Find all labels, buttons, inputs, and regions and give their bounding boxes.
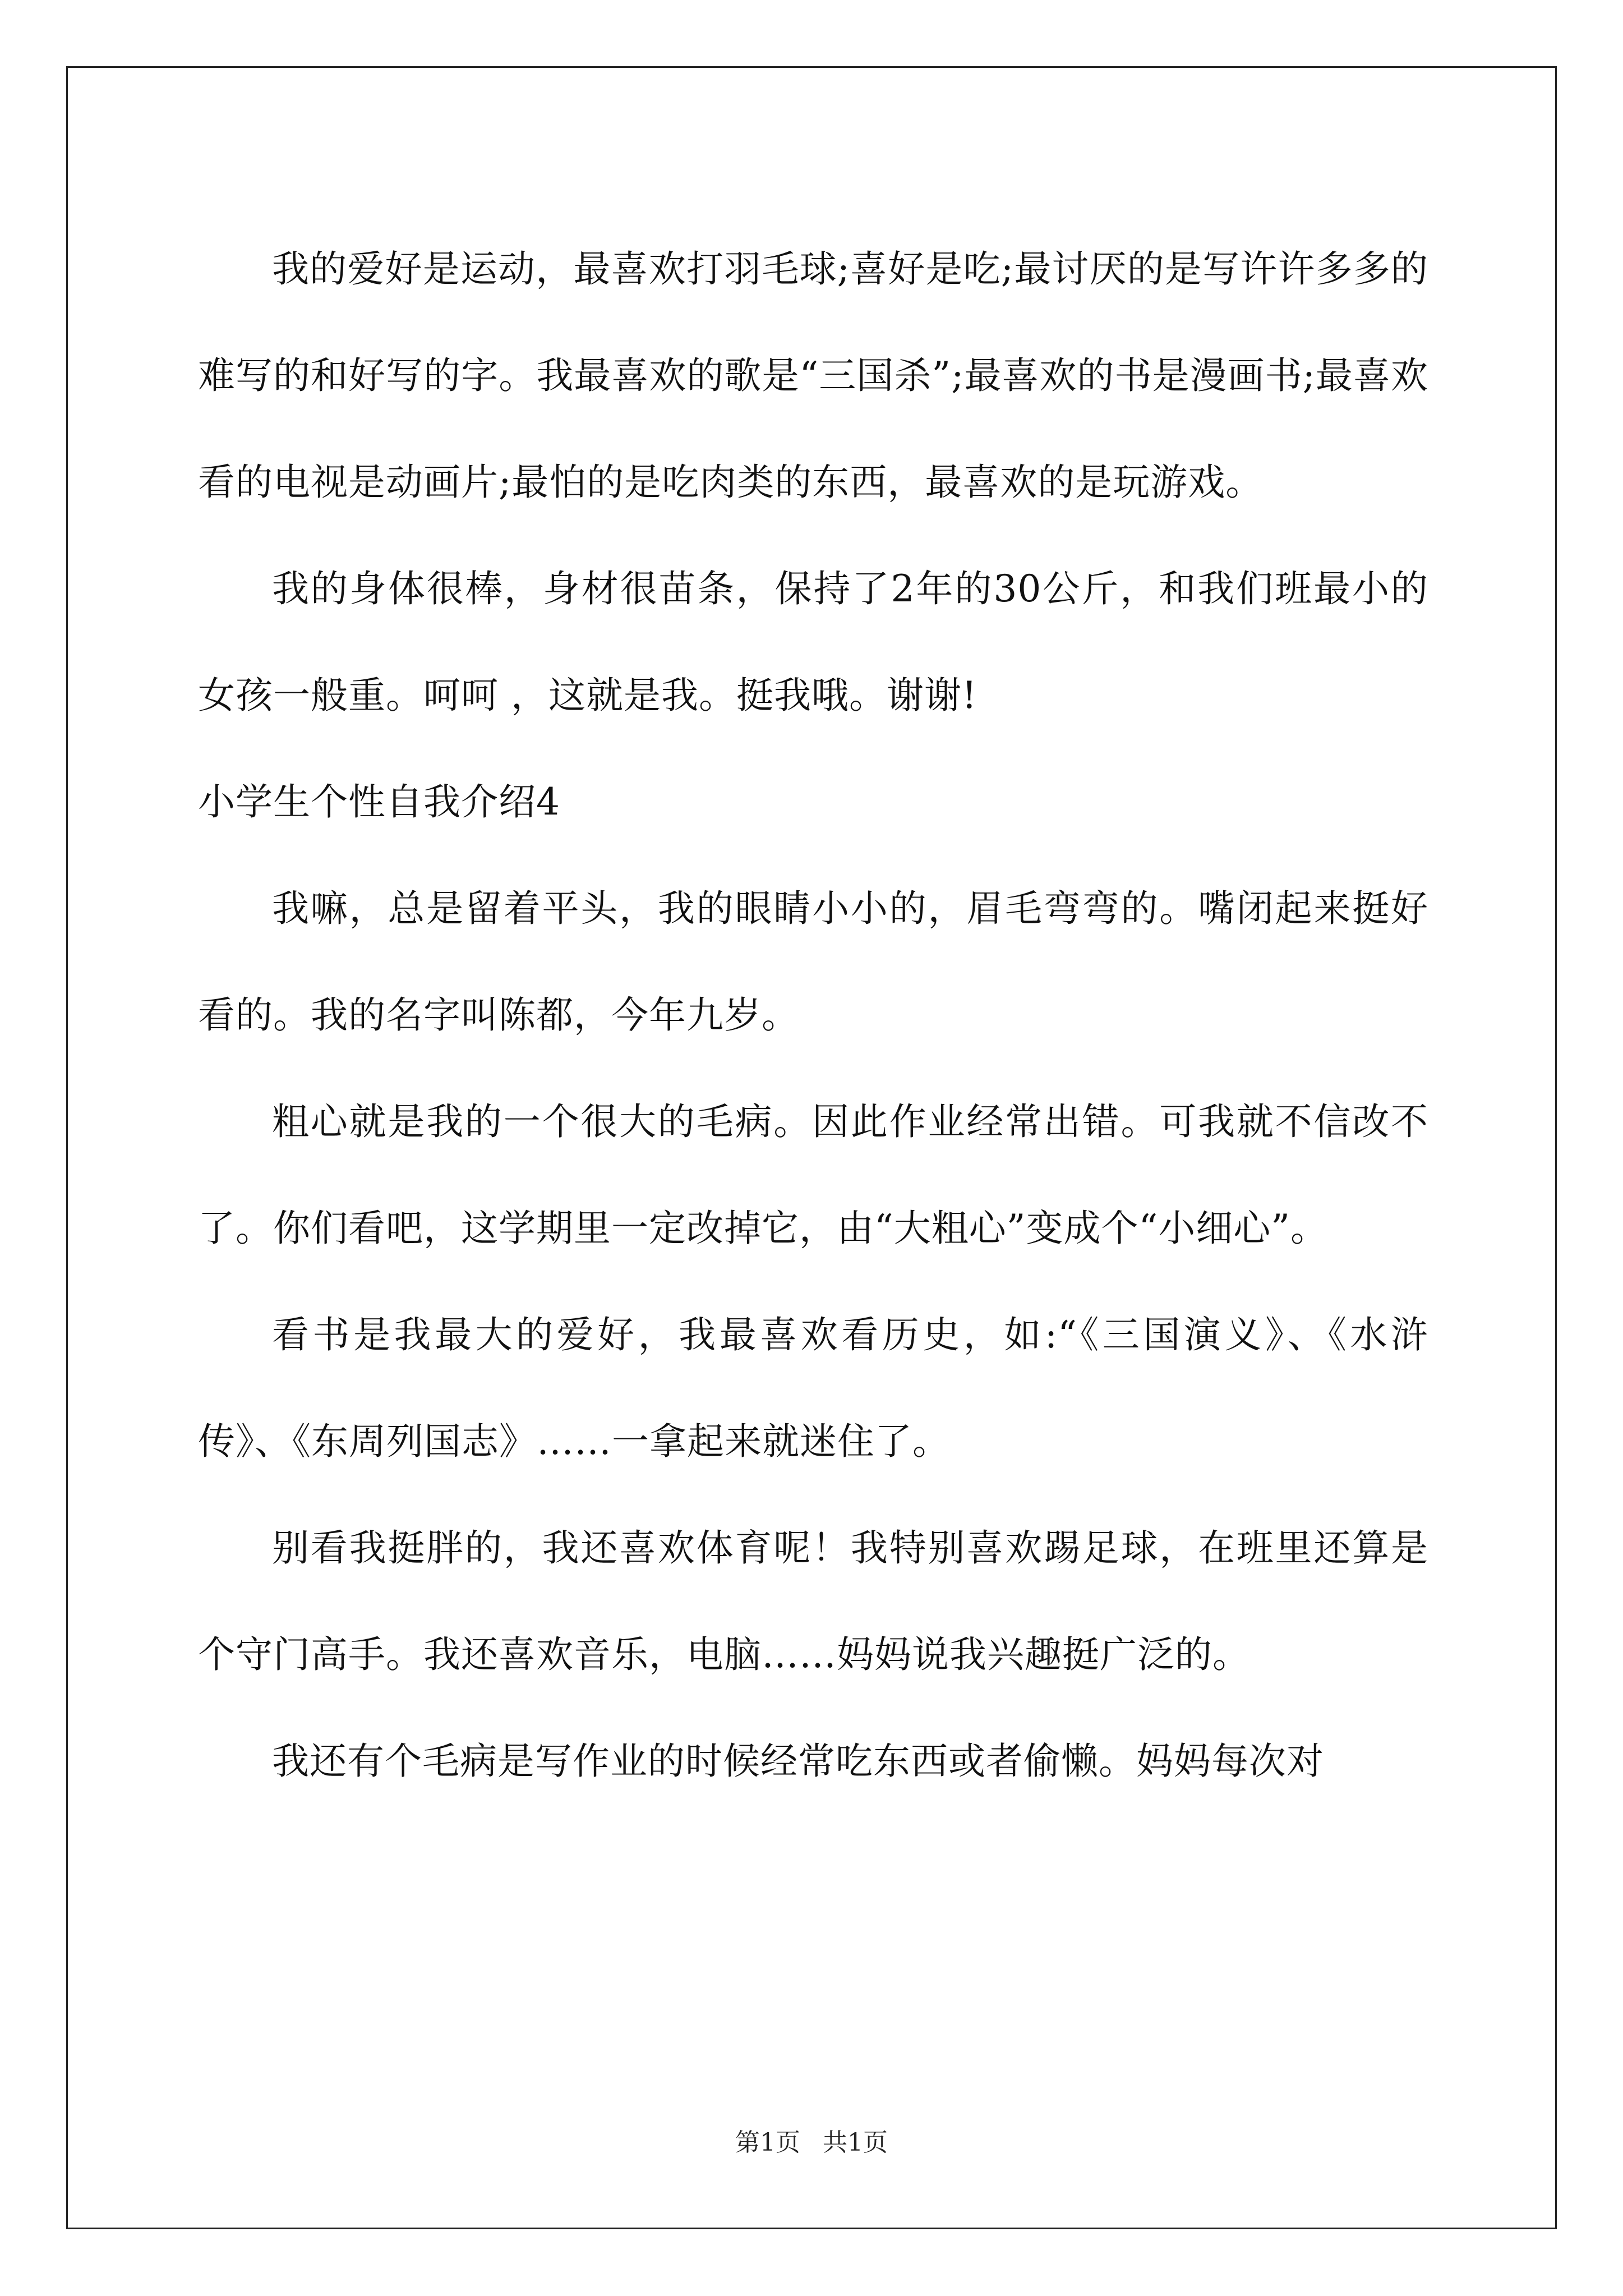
paragraph-hobbies: 我的爱好是运动，最喜欢打羽毛球;喜好是吃;最讨厌的是写许许多多的难写的和好写的字。我最喜欢的歌是“三国杀”;最喜欢的书是漫画书;最喜欢看的电视是动画片;最怕的是吃肉类的东西，最喜欢的是玩游戏。 [198, 247, 1428, 504]
paragraph-careless: 粗心就是我的一个很大的毛病。因此作业经常出错。可我就不信改不了。你们看吧，这学期里一定改掉它，由“大粗心”变成个“小细心”。 [198, 1100, 1428, 1250]
paragraph-reading: 看书是我最大的爱好，我最喜欢看历史，如:“《三国演义》、《水浒传》、《东周列国志》……一拿起来就迷住了。 [198, 1313, 1428, 1463]
paragraph-body: 我的身体很棒，身材很苗条，保持了2年的30公斤，和我们班最小的女孩一般重。呵呵 ，这就是我。挺我哦。谢谢! [198, 567, 1428, 717]
section-title: 小学生个性自我介绍4 [198, 780, 560, 823]
paragraph-appearance: 我嘛，总是留着平头，我的眼睛小小的，眉毛弯弯的。嘴闭起来挺好看的。我的名字叫陈都，今年九岁。 [198, 887, 1428, 1037]
page-total: 共1页 [823, 2128, 888, 2157]
page-footer [0, 2126, 1623, 2160]
paragraph-habits: 我还有个毛病是写作业的时候经常吃东西或者偷懒。妈妈每次对 [272, 1740, 1324, 1783]
page-number: 第1页 [735, 2128, 800, 2157]
document-body [198, 216, 1428, 1815]
paragraph-sports: 别看我挺胖的，我还喜欢体育呢！我特别喜欢踢足球，在班里还算是个守门高手。我还喜欢音乐，电脑……妈妈说我兴趣挺广泛的。 [198, 1526, 1428, 1676]
